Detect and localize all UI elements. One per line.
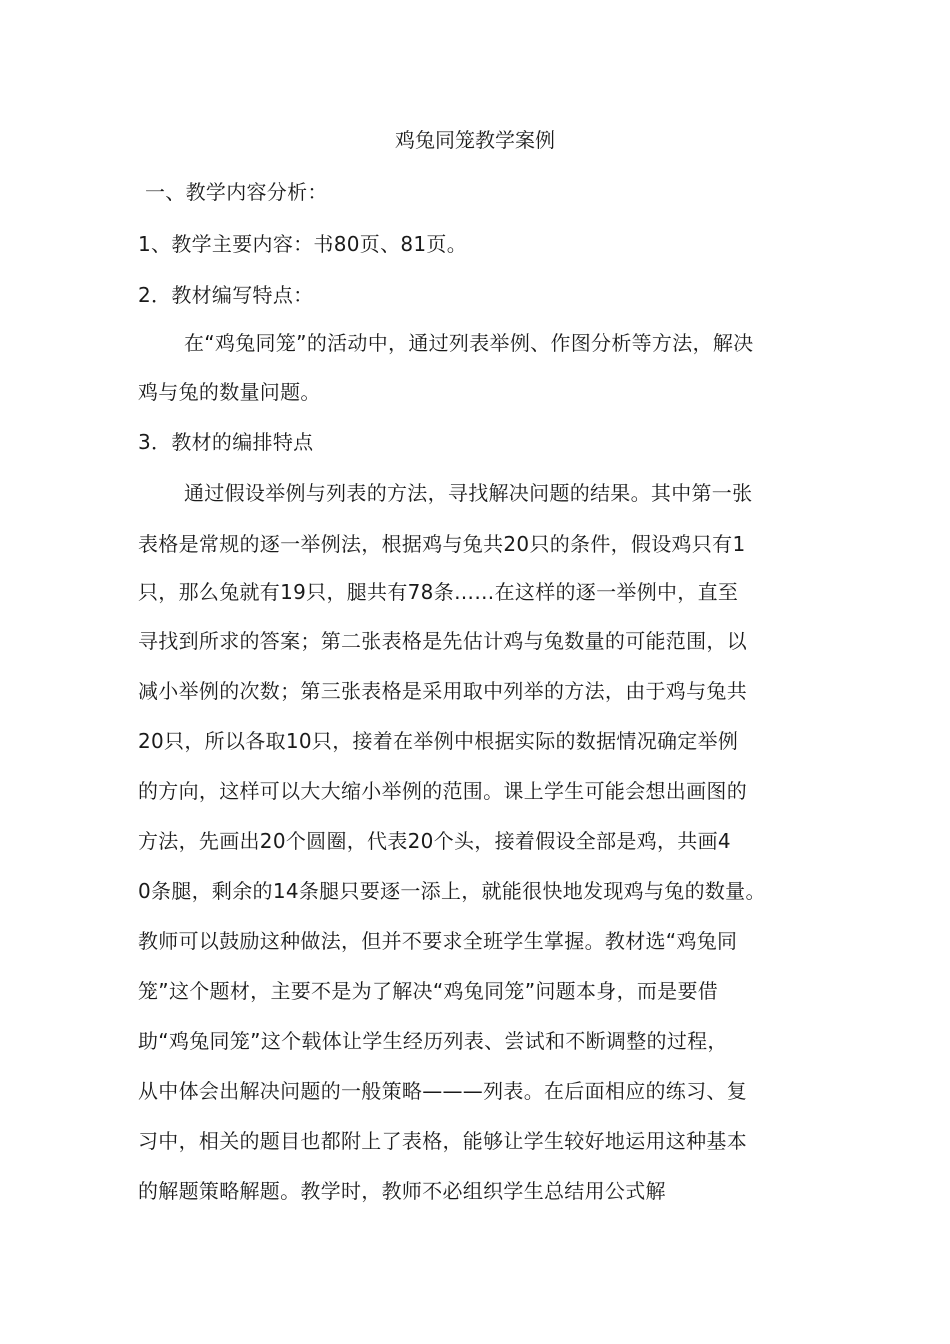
paragraph-line: 的方向，这样可以大大缩小举例的范围。课上学生可能会想出画图的 [138, 779, 747, 803]
paragraph-line: 只，那么兔就有19只，腿共有78条……在这样的逐一举例中，直至 [138, 580, 739, 604]
paragraph-line: 助“鸡兔同笼”这个载体让学生经历列表、尝试和不断调整的过程， [138, 1029, 728, 1053]
paragraph-line: 表格是常规的逐一举例法，根据鸡与兔共20只的条件，假设鸡只有1 [138, 532, 746, 556]
list-item: 3．教材的编排特点 [138, 430, 314, 454]
section-heading: 一、教学内容分析： [145, 180, 328, 204]
document-title: 鸡兔同笼教学案例 [395, 128, 555, 152]
paragraph-line: 笼”这个题材，主要不是为了解决“鸡兔同笼”问题本身，而是要借 [138, 979, 719, 1003]
list-item: 1、教学主要内容：书80页、81页。 [138, 232, 468, 256]
paragraph-line: 从中体会出解决问题的一般策略———列表。在后面相应的练习、复 [138, 1079, 747, 1103]
paragraph-line: 减小举例的次数；第三张表格是采用取中列举的方法，由于鸡与兔共 [138, 679, 747, 703]
paragraph-line: 习中，相关的题目也都附上了表格，能够让学生较好地运用这种基本 [138, 1129, 747, 1153]
list-item: 2．教材编写特点： [138, 283, 314, 307]
paragraph-line: 教师可以鼓励这种做法，但并不要求全班学生掌握。教材选“鸡兔同 [138, 929, 738, 953]
paragraph-line: 20只，所以各取10只，接着在举例中根据实际的数据情况确定举例 [138, 729, 739, 753]
paragraph-line: 鸡与兔的数量问题。 [138, 380, 321, 404]
paragraph-line: 的解题策略解题。教学时，教师不必组织学生总结用公式解 [138, 1179, 666, 1203]
paragraph-line: 通过假设举例与列表的方法，寻找解决问题的结果。其中第一张 [184, 481, 753, 505]
paragraph-line: 寻找到所求的答案；第二张表格是先估计鸡与兔数量的可能范围，以 [138, 629, 747, 653]
paragraph-line: 0条腿，剩余的14条腿只要逐一添上，就能很快地发现鸡与兔的数量。 [138, 879, 766, 903]
paragraph-line: 方法，先画出20个圆圈，代表20个头，接着假设全部是鸡，共画4 [138, 829, 731, 853]
paragraph-line: 在“鸡兔同笼”的活动中，通过列表举例、作图分析等方法，解决 [184, 331, 754, 355]
